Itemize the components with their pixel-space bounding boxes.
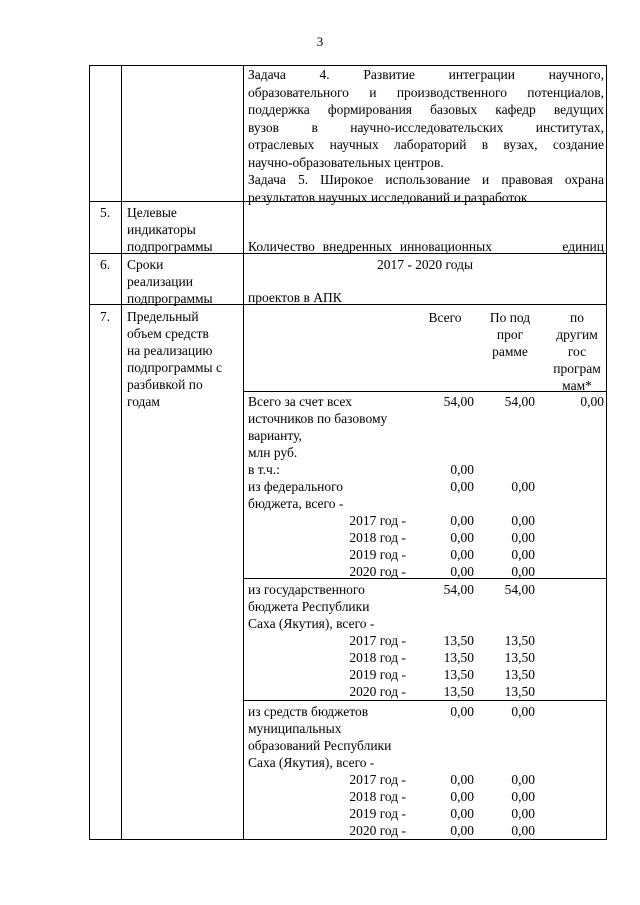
federal-year-label: 2019 год - — [349, 547, 406, 562]
header-by-other — [548, 309, 606, 394]
label-line: подпрограммы — [127, 239, 213, 254]
municipal-year-label: 2018 год - — [349, 789, 406, 804]
task-line: поддержка формирования базовых кафедр ведущих — [248, 102, 604, 117]
municipal-label-line: муниципальных — [248, 721, 342, 736]
municipal-year-total: 0,00 — [450, 806, 474, 821]
total-value: 54,00 — [443, 394, 474, 409]
municipal-year-by-program: 0,00 — [511, 806, 535, 821]
task-line: вузов в научно-исследовательских институтах, — [248, 119, 604, 135]
indicator-line: проектов в АПК — [248, 290, 342, 305]
municipal-year-label: 2017 год - — [349, 772, 406, 787]
label-line: Предельный — [127, 309, 199, 324]
federal-year-by-program: 0,00 — [511, 547, 535, 562]
task-line: Задача 5. Широкое использование и правовая охрана — [248, 172, 604, 187]
period-text: 2017 - 2020 годы — [376, 257, 474, 272]
federal-label — [248, 478, 343, 512]
row-number: 5. — [100, 205, 111, 220]
federal-by-program: 0,00 — [511, 479, 535, 494]
col-divider-label — [243, 65, 244, 840]
incl-label: в т.ч.: — [248, 462, 280, 477]
header-line: програм — [553, 361, 601, 376]
state-label-line: Саха (Якутия), всего - — [248, 616, 375, 631]
task-4-text — [248, 66, 604, 206]
label-line: годам — [127, 394, 160, 409]
state-year-total: 13,50 — [443, 633, 474, 648]
row-label — [127, 256, 213, 307]
municipal-label-line: из средств бюджетов — [248, 704, 369, 719]
total-label-line: варианту, — [248, 428, 302, 443]
municipal-year-label: 2020 год - — [349, 823, 406, 838]
header-line: прог — [496, 327, 524, 342]
task-line: отраслевых научных лабораторий в вузах, создание — [248, 137, 604, 152]
label-line: разбивкой по — [127, 377, 203, 392]
label-line: реализации — [127, 274, 193, 289]
municipal-year-total: 0,00 — [450, 772, 474, 787]
row-label — [127, 308, 222, 410]
total-label-line: Всего за счет всех — [248, 394, 352, 409]
total-label-line: источников по базовому — [248, 411, 388, 426]
municipal-year-by-program: 0,00 — [511, 789, 535, 804]
municipal-year-by-program: 0,00 — [511, 772, 535, 787]
total-by-program: 54,00 — [504, 394, 535, 409]
row-number: 7. — [100, 309, 111, 324]
state-year-by-program: 13,50 — [504, 633, 535, 648]
federal-year-by-program: 0,00 — [511, 564, 535, 579]
page-number: 3 — [316, 34, 324, 49]
municipal-year-total: 0,00 — [450, 823, 474, 838]
total-label-line: млн руб. — [248, 445, 298, 460]
header-total: Всего — [428, 310, 462, 325]
header-line: гос — [567, 344, 587, 359]
municipal-year-label: 2019 год - — [349, 806, 406, 821]
label-line: Целевые — [127, 205, 177, 220]
task-line: результатов научных исследований и разработок — [248, 189, 528, 205]
federal-year-total: 0,00 — [450, 530, 474, 545]
federal-year-label: 2018 год - — [349, 530, 406, 545]
state-year-label: 2020 год - — [349, 684, 406, 699]
federal-label-line: бюджета, всего - — [248, 496, 344, 511]
total-by-other: 0,00 — [580, 394, 604, 409]
federal-total: 0,00 — [450, 479, 474, 494]
state-year-by-program: 13,50 — [504, 650, 535, 665]
state-year-total: 13,50 — [443, 667, 474, 682]
label-line: подпрограммы с — [127, 360, 222, 375]
row-label — [127, 204, 213, 255]
municipal-year-total: 0,00 — [450, 789, 474, 804]
label-line: Сроки — [127, 257, 164, 272]
incl-total: 0,00 — [450, 462, 474, 477]
task-line: Задача 4. Развитие интеграции научного, — [248, 67, 604, 82]
label-line: индикаторы — [127, 222, 196, 237]
federal-year-label: 2020 год - — [349, 564, 406, 579]
municipal-label-line: образований Республики — [248, 738, 392, 753]
header-by-program — [480, 309, 540, 360]
federal-label-line: из федерального — [248, 479, 344, 494]
federal-year-label: 2017 год - — [349, 513, 406, 528]
row-number: 6. — [100, 257, 111, 272]
label-line: на реализацию — [127, 343, 213, 358]
federal-year-total: 0,00 — [450, 564, 474, 579]
state-year-label: 2017 год - — [349, 633, 406, 648]
federal-year-total: 0,00 — [450, 547, 474, 562]
state-year-by-program: 13,50 — [504, 667, 535, 682]
indicator-line: Количество внедренных инновационных единиц — [248, 239, 604, 254]
municipal-label-line: Саха (Якутия), всего - — [248, 755, 375, 770]
state-label-line: из государственного — [248, 582, 365, 597]
header-line: По под — [489, 310, 531, 325]
federal-year-total: 0,00 — [450, 513, 474, 528]
header-line: мам* — [562, 378, 592, 393]
municipal-label — [248, 703, 391, 771]
municipal-by-program: 0,00 — [511, 704, 535, 719]
label-line: объем средств — [127, 326, 209, 341]
header-line: по — [570, 310, 584, 325]
label-line: подпрограммы — [127, 291, 213, 306]
header-line: другим — [556, 327, 598, 342]
task-line: образовательного и производственного потенциалов, — [248, 84, 604, 100]
municipal-divider — [243, 700, 607, 701]
state-by-program: 54,00 — [504, 582, 535, 597]
state-year-by-program: 13,50 — [504, 684, 535, 699]
task-line: научно-образовательных центров. — [248, 154, 444, 170]
state-label — [248, 581, 374, 632]
municipal-total: 0,00 — [450, 704, 474, 719]
state-year-label: 2018 год - — [349, 650, 406, 665]
total-label — [248, 393, 387, 461]
federal-year-by-program: 0,00 — [511, 513, 535, 528]
state-year-total: 13,50 — [443, 650, 474, 665]
state-year-total: 13,50 — [443, 684, 474, 699]
header-line: рамме — [492, 344, 528, 359]
state-label-line: бюджета Республики — [248, 599, 370, 614]
col-divider-num — [121, 65, 122, 840]
state-total: 54,00 — [443, 582, 474, 597]
federal-year-by-program: 0,00 — [511, 530, 535, 545]
state-year-label: 2019 год - — [349, 667, 406, 682]
municipal-year-by-program: 0,00 — [511, 823, 535, 838]
